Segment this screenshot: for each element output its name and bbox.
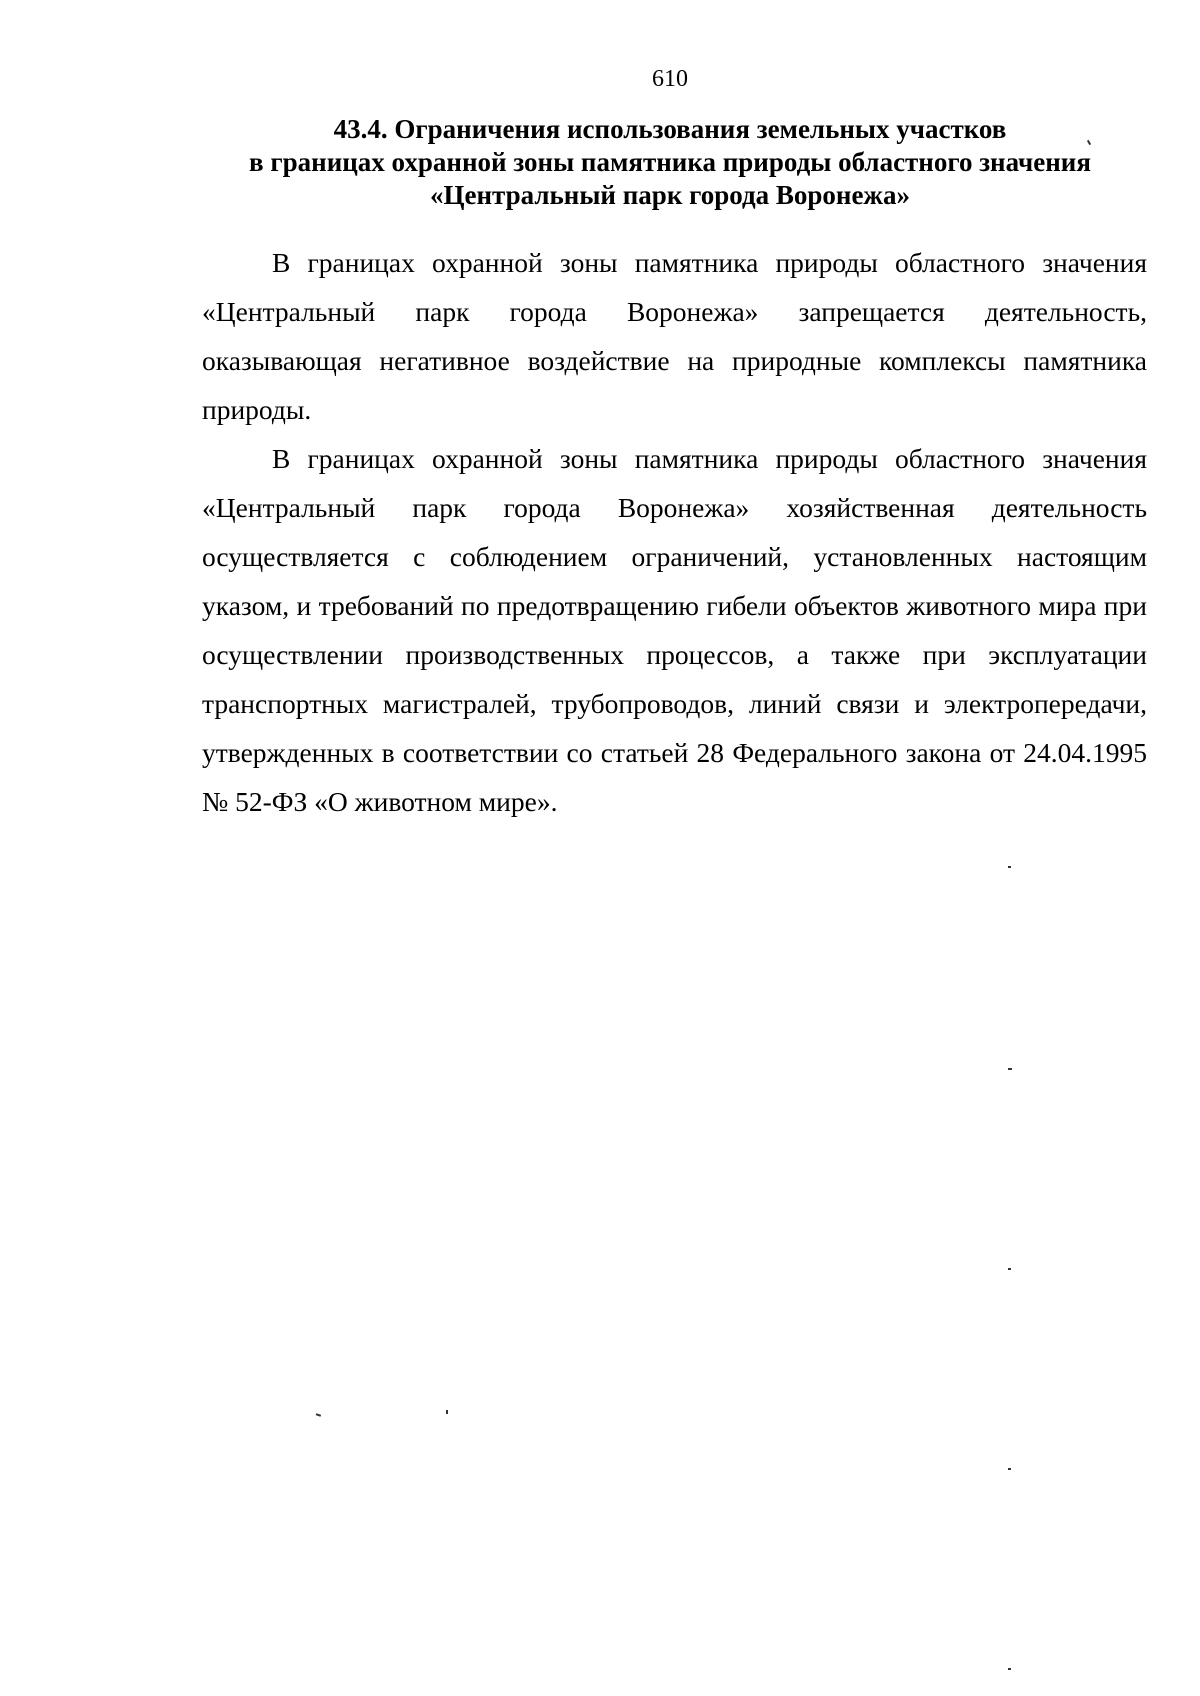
page-number: 610 [652,66,688,92]
scan-speck [316,1413,321,1416]
scan-speck [1008,866,1011,868]
body-text [202,238,1147,826]
heading-line-3: «Центральный парк города Воронежа» [429,180,910,210]
paragraph-1: В границах охранной зоны памятника природы областного значения «Центральный парк города Воронежа» запрещается деятельность, оказывающая негативное воздействие на природные комплексы памятника природы. [202,247,1147,425]
heading-line-2: в границах охранной зоны памятника природы областного значения [249,147,1091,177]
scan-speck [1008,1468,1011,1470]
scan-speck [446,1410,448,1414]
scan-speck [1008,1668,1011,1670]
scan-speck [1008,1068,1012,1070]
heading-line-1: 43.4. Ограничения использования земельных участков [333,114,1007,144]
section-heading [200,113,1140,212]
scan-speck [1008,1268,1011,1270]
paragraph-2: В границах охранной зоны памятника природы областного значения «Центральный парк города Воронежа» хозяйственная деятельность осуществляется с соблюдением ограничений, установленных настоящим указом, и требований по предотвращению гибели объектов животного мира при осуществлении производственных процессов, а также при эксплуатации транспортных магистралей, трубопроводов, линий связи и электропередачи, утвержденных в соответствии со статьей 28 Федерального закона от 24.04.1995 № 52-ФЗ «О животном мире». [202,443,1147,817]
